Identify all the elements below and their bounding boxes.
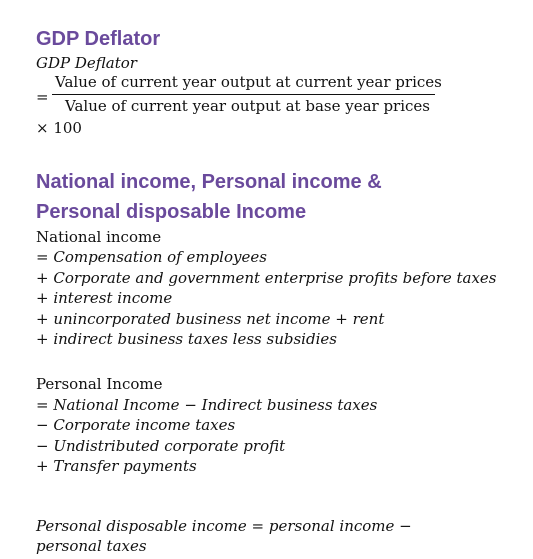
personal-income-line: = National Income − Indirect business taxes [36, 396, 378, 414]
equals-sign: = [36, 88, 49, 106]
national-income-line: + interest income [36, 289, 173, 307]
fraction-denominator: Value of current year output at base year prices [65, 97, 431, 115]
national-income-heading-line1: National income, Personal income & [36, 171, 382, 193]
gdp-deflator-lhs: GDP Deflator [36, 54, 137, 72]
national-income-line: = Compensation of employees [36, 248, 267, 266]
national-income-heading-line2: Personal disposable Income [36, 201, 307, 223]
gdp-deflator-heading: GDP Deflator [36, 28, 161, 50]
national-income-lhs: National income [36, 228, 162, 246]
personal-income-line: − Undistributed corporate profit [36, 437, 286, 455]
times-hundred: × 100 [36, 119, 82, 137]
fraction-bar [52, 94, 435, 95]
personal-income-lhs: Personal Income [36, 375, 163, 393]
personal-income-line: − Corporate income taxes [36, 416, 236, 434]
personal-income-line: + Transfer payments [36, 457, 197, 475]
national-income-line: + unincorporated business net income + rent [36, 310, 385, 328]
national-income-line: + indirect business taxes less subsidies [36, 330, 337, 348]
disposable-income-line2: personal taxes [36, 537, 147, 555]
fraction-numerator: Value of current year output at current year prices [55, 73, 442, 91]
national-income-line: + Corporate and government enterprise profits before taxes [36, 269, 497, 287]
disposable-income-line1: Personal disposable income = personal income − [36, 517, 412, 535]
